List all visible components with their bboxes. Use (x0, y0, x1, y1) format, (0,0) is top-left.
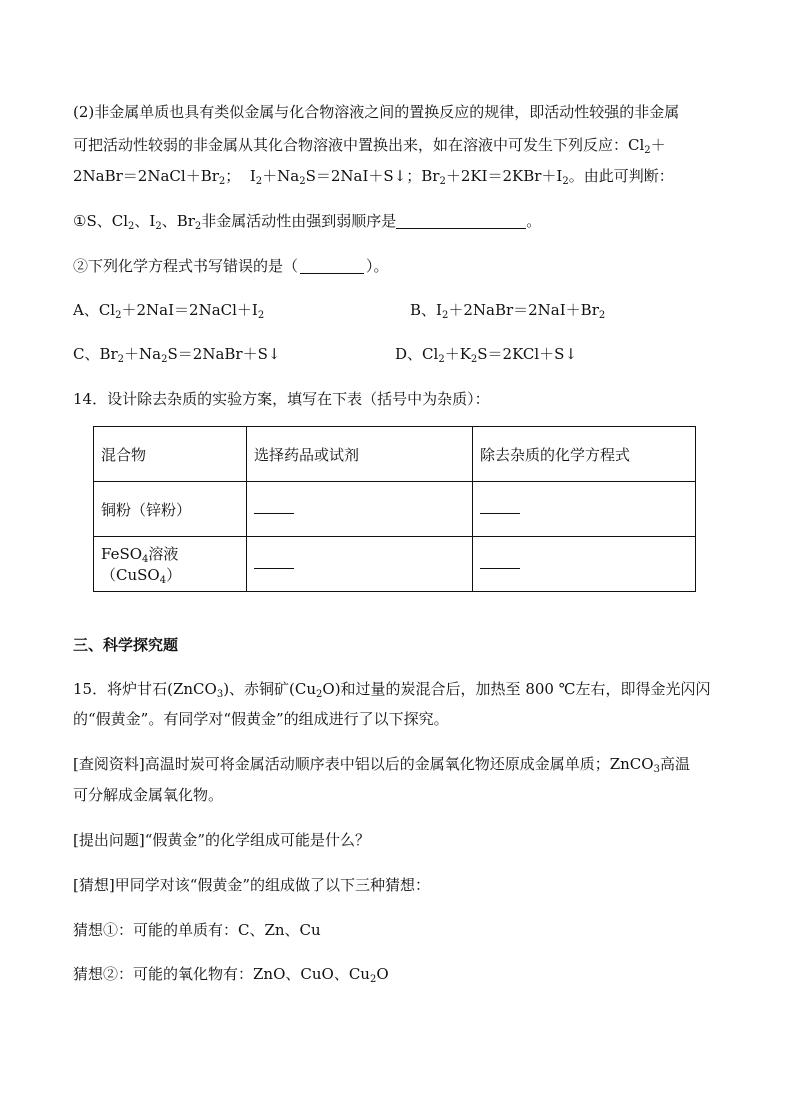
q13-para-line-3: $2NaBr=2NaCl+Br_2$； $I_2+Na_2S=2NaI+S↓$；$Br_2+2KI=2KBr+I_2$。由此可判断： (73, 167, 674, 187)
q15-line-2: 的“假黄金”。有同学对“假黄金”的组成进行了以下探究。 (73, 710, 449, 728)
q15-guess-2: 猜想②：可能的氧化物有：ZnO、CuO、$Cu_2O$ (73, 965, 389, 985)
q13-options-ab (73, 300, 713, 320)
mixture-cell: 铜粉（锌粉） (94, 482, 247, 537)
impurity-table (93, 426, 696, 592)
q13-para-line-2: 可把活动性较弱的非金属从其化合物溶液中置换出来，如在溶液中可发生下列反应：$Cl_2+$ (73, 136, 666, 156)
table-header-cell: 混合物 (94, 427, 247, 482)
q15-info-line-2: 可分解成金属氧化物。 (73, 786, 224, 804)
q15-info-line-1: [查阅资料]高温时炭可将金属活动顺序表中铝以后的金属氧化物还原成金属单质；ZnCO$_3$高温 (73, 755, 690, 775)
option-a[interactable]: A、$Cl_2+2NaI=2NaCl+I_2$ (73, 301, 265, 321)
q14-stem: 14．设计除去杂质的实验方案，填写在下表（括号中为杂质）： (73, 390, 490, 408)
option-c[interactable]: C、$Br_2+Na_2S=2NaBr+S↓$ (73, 345, 281, 365)
answer-blank[interactable] (480, 503, 520, 514)
table-header-row (94, 427, 696, 482)
section-heading: 三、科学探究题 (73, 636, 179, 654)
option-b[interactable]: B、$I_2+2NaBr=2NaI+Br_2$ (410, 301, 606, 321)
equation-cell[interactable] (473, 537, 696, 592)
table-row (94, 482, 696, 537)
answer-blank[interactable] (300, 259, 364, 274)
table-row (94, 537, 696, 592)
q13-para-line-1: (2)非金属单质也具有类似金属与化合物溶液之间的置换反应的规律，即活动性较强的非金属 (73, 103, 680, 121)
answer-blank[interactable] (396, 214, 526, 229)
reagent-cell[interactable] (247, 482, 473, 537)
table-header-cell: 除去杂质的化学方程式 (473, 427, 696, 482)
q15-guess-intro: [猜想]甲同学对该“假黄金”的组成做了以下三种猜想： (73, 876, 431, 894)
option-d[interactable]: D、$Cl_2+K_2S=2KCl+S↓$ (395, 345, 578, 365)
q13-sub-question-1: ①S、$Cl_2$、$I_2$、$Br_2$非金属活动性由强到弱顺序是 。 (73, 212, 542, 232)
q15-question: [提出问题]“假黄金”的化学组成可能是什么？ (73, 831, 371, 849)
q13-options-cd (73, 344, 713, 364)
answer-blank[interactable] (254, 558, 294, 569)
answer-blank[interactable] (254, 503, 294, 514)
mixture-cell: FeSO$_4$溶液（CuSO$_4$） (94, 537, 247, 592)
q15-line-1: 15．将炉甘石(ZnCO$_3$)、赤铜矿$(Cu_2O)$和过量的炭混合后，加热至 800 ℃左右，即得金光闪闪 (73, 680, 711, 700)
table-header-cell: 选择药品或试剂 (247, 427, 473, 482)
reagent-cell[interactable] (247, 537, 473, 592)
q13-sub-question-2: ②下列化学方程式书写错误的是（ ）。 (73, 257, 389, 275)
equation-cell[interactable] (473, 482, 696, 537)
q15-guess-1: 猜想①：可能的单质有：C、Zn、Cu (73, 921, 321, 939)
answer-blank[interactable] (480, 558, 520, 569)
